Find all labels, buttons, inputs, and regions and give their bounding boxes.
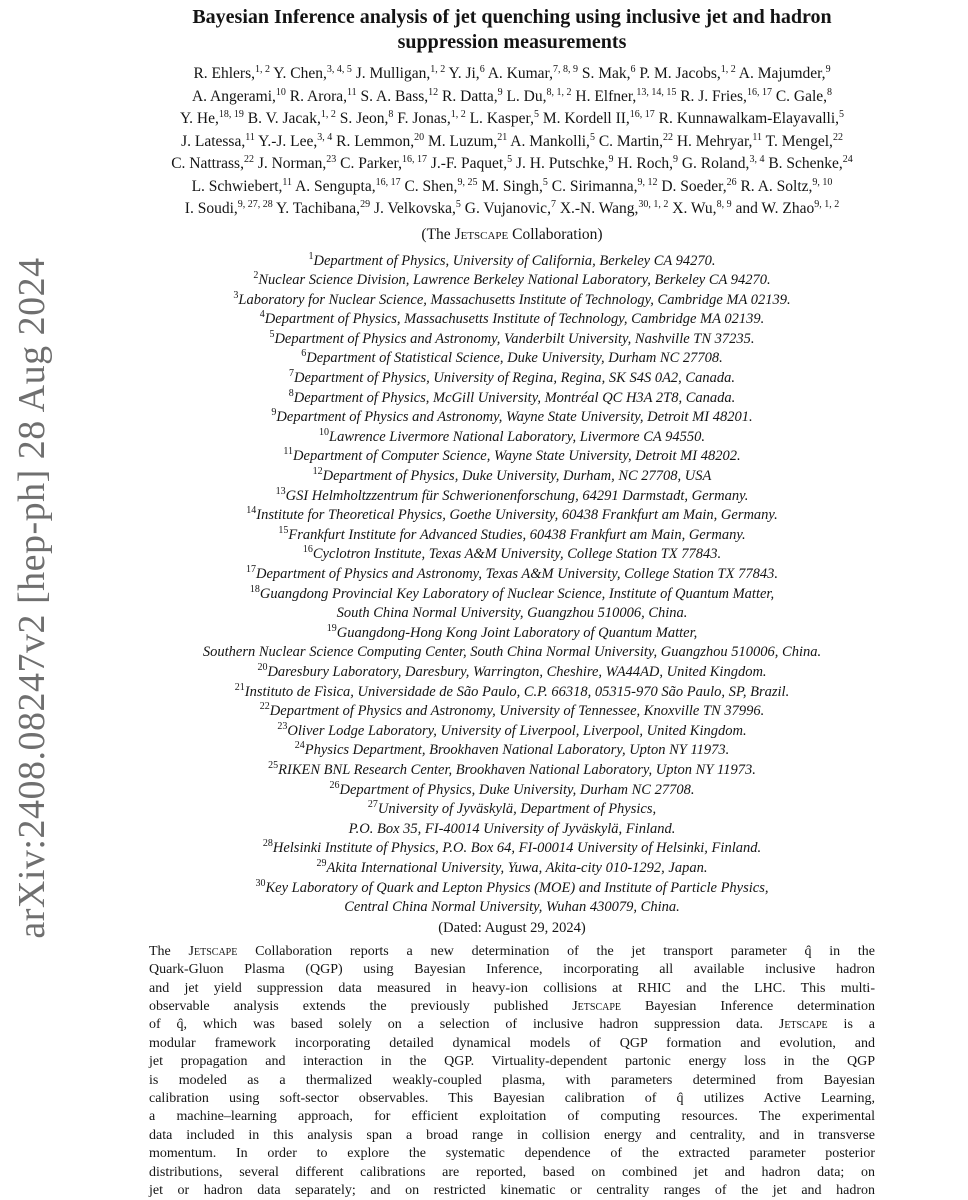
abstract-line: is modeled as a thermalized weakly-coupled plasma, with parameters determined from Bayesian	[149, 1072, 875, 1088]
affiliation-number-superscript: 11	[283, 446, 294, 458]
author-affiliation-superscript: 23	[326, 153, 337, 165]
affiliation-line: P.O. Box 35, FI-40014 University of Jyväskylä, Finland.	[348, 820, 676, 837]
affiliation-number-superscript: 2	[253, 270, 259, 282]
author-affiliation-superscript: 9, 1, 2	[814, 198, 840, 210]
affiliation-line: $^{10}$Lawrence Livermore National Laboratory, Livermore CA 94550.	[319, 427, 705, 445]
author-affiliation-superscript: 22	[832, 131, 843, 143]
author-affiliation-superscript: 3, 4	[749, 153, 765, 165]
abstract-line: a machine–learning approach, for efficient exploitation of computing resources. The experimental	[149, 1109, 875, 1125]
author-affiliation-superscript: 16, 17	[375, 176, 401, 188]
affiliation-line: $^{12}$Department of Physics, Duke University, Durham, NC 27708, USA	[312, 466, 712, 485]
title-line-2: suppression measurements	[397, 31, 627, 53]
author-affiliation-superscript: 22	[243, 153, 254, 165]
author-affiliation-superscript: 9	[497, 86, 503, 98]
affiliation-line: $^{30}$Key Laboratory of Quark and Lepton Physics (MOE) and Institute of Particle Physics,	[255, 877, 769, 896]
affiliation-number-superscript: 24	[294, 740, 305, 752]
author-affiliation-superscript: 22	[662, 131, 673, 143]
affiliation-line: $^{25}$RIKEN BNL Research Center, Brookhaven National Laboratory, Upton NY 11973.	[268, 760, 756, 778]
affiliation-line: $^{24}$Physics Department, Brookhaven National Laboratory, Upton NY 11973.	[294, 740, 730, 759]
affiliation-line: $^{17}$Department of Physics and Astronomy, Texas A&M University, College Station TX 77843.	[246, 564, 778, 582]
author-affiliation-superscript: 12	[428, 86, 439, 98]
affiliation-line: $^9$Department of Physics and Astronomy, Wayne State University, Detroit MI 48201.	[271, 407, 753, 426]
affiliation-number-superscript: 4	[259, 309, 265, 321]
abstract-line: and jet yield suppression data measured in heavy-ion collisions at RHIC and the LHC. This multi-	[149, 980, 875, 996]
affiliation-number-superscript: 12	[312, 466, 323, 478]
affiliation-line: $^{14}$Institute for Theoretical Physics, Goethe University, 60438 Frankfurt am Main, Germany.	[246, 505, 778, 524]
affiliation-line: $^6$Department of Statistical Science, Duke University, Durham NC 27708.	[301, 348, 723, 367]
affiliation-line: $^7$Department of Physics, University of Regina, Regina, SK S4S 0A2, Canada.	[289, 368, 735, 387]
smallcaps-jetscape: Jetscape	[454, 225, 509, 243]
author-affiliation-superscript: 10	[275, 86, 286, 98]
author-affiliation-superscript: 16, 17	[746, 86, 772, 98]
author-affiliation-superscript: 3, 4, 5	[326, 63, 352, 75]
affiliation-line: $^{23}$Oliver Lodge Laboratory, University of Liverpool, Liverpool, United Kingdom.	[277, 720, 747, 739]
author-affiliation-superscript: 24	[842, 153, 853, 165]
author-affiliation-superscript: 5	[533, 108, 539, 120]
author-affiliation-superscript: 9, 10	[812, 176, 833, 188]
author-affiliation-superscript: 1, 2	[320, 108, 336, 120]
author-affiliation-superscript: 7, 8, 9	[552, 63, 578, 75]
affiliation-line: $^{11}$Department of Computer Science, Wayne State University, Detroit MI 48202.	[283, 446, 741, 465]
affiliation-line: Central China Normal University, Wuhan 430079, China.	[344, 899, 680, 916]
author-affiliation-superscript: 30, 1, 2	[638, 198, 669, 210]
affiliation-number-superscript: 1	[308, 250, 314, 262]
author-affiliation-superscript: 9, 25	[457, 176, 478, 188]
affiliation-number-superscript: 5	[269, 329, 275, 341]
affiliation-line: $^5$Department of Physics and Astronomy, Vanderbilt University, Nashville TN 37235.	[269, 329, 755, 347]
author-line: J. Latessa,$^{11}$ Y.-J. Lee,$^{3, 4}$ R. Lemmon,$^{20}$ M. Luzum,$^{21}$ A. Mankolli,$^5$ C. Martin,$^{22}$ H. Mehryar,$^{11}$ T. Mengel,$^{22}$	[181, 131, 843, 150]
affiliation-number-superscript: 9	[271, 407, 277, 419]
abstract-line: Quark-Gluon Plasma (QGP) using Bayesian Inference, incorporating all available inclusive hadron	[149, 962, 875, 978]
affiliation-line: South China Normal University, Guangzhou 510006, China.	[336, 605, 688, 622]
author-line: A. Angerami,$^{10}$ R. Arora,$^{11}$ S. A. Bass,$^{12}$ R. Datta,$^9$ L. Du,$^{8, 1, 2}$ H. Elfner,$^{13, 14, 15}$ R. J. Fries,$^{16, 17}$ C. Gale,$^8$	[191, 86, 833, 105]
author-affiliation-superscript: 9, 27, 28	[237, 198, 273, 210]
author-affiliation-superscript: 6	[479, 63, 485, 75]
author-affiliation-superscript: 5	[542, 176, 548, 188]
affiliation-line: $^{21}$Instituto de Fìsica, Universidade de São Paulo, C.P. 66318, 05315-970 São Paulo, SP, Brazil.	[234, 681, 790, 700]
author-line: C. Nattrass,$^{22}$ J. Norman,$^{23}$ C. Parker,$^{16, 17}$ J.-F. Paquet,$^5$ J. H. Putschke,$^9$ H. Roch,$^9$ G. Roland,$^{3, 4}$ B. Schenke,$^{24}$	[171, 153, 853, 172]
affiliation-number-superscript: 21	[234, 681, 245, 693]
author-line: R. Ehlers,$^{1, 2}$ Y. Chen,$^{3, 4, 5}$ J. Mulligan,$^{1, 2}$ Y. Ji,$^6$ A. Kumar,$^{7, 8, 9}$ S. Mak,$^6$ P. M. Jacobs,$^{1, 2}$ A. Majumder,$^9$	[193, 63, 831, 82]
smallcaps-jetscape: Jetscape	[778, 1017, 828, 1033]
author-affiliation-superscript: 8, 1, 2	[546, 86, 572, 98]
affiliation-line: $^3$Laboratory for Nuclear Science, Massachusetts Institute of Technology, Cambridge MA 02139.	[233, 289, 791, 308]
affiliation-line: $^{20}$Daresbury Laboratory, Daresbury, Warrington, Cheshire, WA44AD, United Kingdom.	[257, 662, 767, 680]
author-affiliation-superscript: 9	[608, 153, 614, 165]
author-list	[64, 63, 960, 221]
author-affiliation-superscript: 11	[347, 86, 357, 98]
abstract-line: momentum. In order to explore the systematic dependence of the extracted parameter posterior	[149, 1146, 875, 1162]
title-line-1: Bayesian Inference analysis of jet quenching using inclusive jet and hadron	[192, 6, 832, 28]
author-line: I. Soudi,$^{9, 27, 28}$ Y. Tachibana,$^{29}$ J. Velkovska,$^5$ G. Vujanovic,$^7$ X.-N. Wang,$^{30, 1, 2}$ X. Wu,$^{8, 9}$ and W. Zhao$^{9, 1, 2}$	[184, 198, 840, 217]
author-affiliation-superscript: 9	[825, 63, 831, 75]
author-affiliation-superscript: 18, 19	[218, 108, 244, 120]
affiliation-list	[64, 252, 960, 918]
affiliation-line: $^{26}$Department of Physics, Duke University, Durham NC 27708.	[329, 779, 695, 798]
author-affiliation-superscript: 8	[388, 108, 394, 120]
dated-line: (Dated: August 29, 2024)	[438, 919, 586, 936]
smallcaps-jetscape: Jetscape	[188, 943, 238, 959]
affiliation-number-superscript: 15	[278, 524, 289, 536]
abstract	[149, 943, 875, 1200]
author-affiliation-superscript: 11	[245, 131, 255, 143]
author-affiliation-superscript: 3, 4	[317, 131, 333, 143]
author-affiliation-superscript: 13, 14, 15	[636, 86, 677, 98]
affiliation-line: $^{27}$University of Jyväskylä, Department of Physics,	[367, 799, 657, 818]
author-affiliation-superscript: 8	[827, 86, 833, 98]
author-affiliation-superscript: 11	[752, 131, 763, 143]
affiliation-number-superscript: 22	[259, 701, 270, 713]
affiliation-number-superscript: 25	[268, 760, 279, 772]
affiliation-line: $^8$Department of Physics, McGill University, Montréal QC H3A 2T8, Canada.	[288, 387, 736, 406]
affiliation-number-superscript: 19	[326, 622, 337, 634]
author-affiliation-superscript: 6	[630, 63, 636, 75]
affiliation-number-superscript: 14	[246, 505, 257, 517]
author-affiliation-superscript: 21	[497, 131, 508, 143]
affiliation-number-superscript: 26	[329, 779, 340, 791]
author-affiliation-superscript: 9	[672, 153, 678, 165]
affiliation-line: $^{28}$Helsinki Institute of Physics, P.O. Box 64, FI-00014 University of Helsinki, Finland.	[262, 838, 762, 857]
author-affiliation-superscript: 8, 9	[716, 198, 732, 210]
affiliation-number-superscript: 3	[233, 289, 239, 301]
author-affiliation-superscript: 5	[507, 153, 513, 165]
author-affiliation-superscript: 1, 2	[720, 63, 736, 75]
affiliation-number-superscript: 20	[257, 662, 268, 674]
affiliation-number-superscript: 27	[367, 799, 378, 811]
affiliation-line: Southern Nuclear Science Computing Center, South China Normal University, Guangzhou 510006, China.	[202, 644, 822, 661]
affiliation-line: $^{19}$Guangdong-Hong Kong Joint Laboratory of Quantum Matter,	[326, 622, 698, 641]
affiliation-line: $^{18}$Guangdong Provincial Key Laboratory of Nuclear Science, Institute of Quantum Matter,	[249, 583, 775, 602]
affiliation-line: $^{16}$Cyclotron Institute, Texas A&M University, College Station TX 77843.	[302, 544, 722, 563]
affiliation-number-superscript: 17	[246, 564, 256, 576]
abstract-line: The Jetscape Collaboration reports a new determination of the jet transport parameter q̂ in the	[149, 943, 875, 959]
affiliation-number-superscript: 29	[316, 858, 327, 870]
author-line: L. Schwiebert,$^{11}$ A. Sengupta,$^{16, 17}$ C. Shen,$^{9, 25}$ M. Singh,$^5$ C. Sirimanna,$^{9, 12}$ D. Soeder,$^{26}$ R. A. Soltz,$^{9, 10}$	[191, 176, 833, 195]
author-affiliation-superscript: 5	[589, 131, 595, 143]
author-affiliation-superscript: 9, 12	[637, 176, 658, 188]
abstract-line: modular framework incorporating detailed dynamical models of QGP formation and evolution, and	[149, 1035, 875, 1051]
affiliation-number-superscript: 16	[302, 544, 313, 556]
affiliation-number-superscript: 18	[249, 583, 260, 595]
abstract-line: observable analysis extends the previously published Jetscape Bayesian Inference determination	[149, 998, 875, 1014]
affiliation-number-superscript: 10	[319, 427, 330, 439]
author-affiliation-superscript: 7	[550, 198, 556, 210]
affiliation-number-superscript: 7	[289, 368, 294, 380]
author-affiliation-superscript: 5	[455, 198, 461, 210]
abstract-line: jet propagation and interaction in the QGP. Virtuality-dependent partonic energy loss in the QGP	[149, 1054, 875, 1070]
affiliation-line: $^4$Department of Physics, Massachusetts Institute of Technology, Cambridge MA 02139.	[259, 309, 765, 328]
arxiv-watermark: arXiv:2408.08247v2 [hep-ph] 28 Aug 2024	[11, 257, 53, 939]
affiliation-number-superscript: 28	[262, 838, 273, 850]
author-affiliation-superscript: 20	[414, 131, 425, 143]
author-affiliation-superscript: 1, 2	[430, 63, 446, 75]
affiliation-line: $^1$Department of Physics, University of California, Berkeley CA 94270.	[308, 250, 716, 269]
author-affiliation-superscript: 26	[726, 176, 737, 188]
affiliation-line: $^{15}$Frankfurt Institute for Advanced Studies, 60438 Frankfurt am Main, Germany.	[278, 524, 746, 543]
affiliation-number-superscript: 13	[275, 485, 286, 497]
paper-content	[64, 0, 960, 1200]
affiliation-line: $^{13}$GSI Helmholtzzentrum für Schwerionenforschung, 64291 Darmstadt, Germany.	[275, 485, 749, 504]
author-affiliation-superscript: 29	[360, 198, 371, 210]
abstract-line: distributions, several different calibrations are reported, based on combined jet and hadron data; on	[149, 1164, 875, 1180]
affiliation-number-superscript: 6	[301, 348, 307, 360]
affiliation-number-superscript: 23	[277, 720, 288, 732]
author-affiliation-superscript: 16, 17	[629, 108, 655, 120]
abstract-line: of q̂, which was based solely on a selection of inclusive hadron suppression data. Jetscape is a	[149, 1017, 875, 1033]
affiliation-number-superscript: 8	[288, 387, 294, 399]
paper-title	[64, 5, 960, 55]
smallcaps-jetscape: Jetscape	[572, 998, 622, 1014]
author-affiliation-superscript: 16, 17	[401, 153, 427, 165]
abstract-line: jet or hadron data separately; and on restricted kinematic or centrality ranges of the jet and hadron	[149, 1182, 875, 1198]
author-affiliation-superscript: 1, 2	[450, 108, 466, 120]
collaboration-line: (The Jetscape Collaboration)	[421, 225, 603, 243]
author-affiliation-superscript: 1, 2	[255, 63, 270, 75]
abstract-line: data included in this analysis span a broad range in collision energy and centrality, and in transverse	[149, 1127, 875, 1143]
affiliation-line: $^2$Nuclear Science Division, Lawrence Berkeley National Laboratory, Berkeley CA 94270.	[253, 270, 771, 289]
abstract-line: calibration using soft-sector observables. This Bayesian calibration of q̂ utilizes Active Learning,	[149, 1090, 875, 1106]
affiliation-number-superscript: 30	[255, 877, 266, 889]
affiliation-line: $^{22}$Department of Physics and Astronomy, University of Tennessee, Knoxville TN 37996.	[259, 701, 765, 720]
affiliation-line: $^{29}$Akita International University, Yuwa, Akita-city 010-1292, Japan.	[316, 858, 708, 876]
author-line: Y. He,$^{18, 19}$ B. V. Jacak,$^{1, 2}$ S. Jeon,$^8$ F. Jonas,$^{1, 2}$ L. Kasper,$^5$ M. Kordell II,$^{16, 17}$ R. Kunnawalkam-Elayavalli,$^5$	[179, 108, 845, 127]
author-affiliation-superscript: 5	[839, 108, 845, 120]
author-affiliation-superscript: 11	[282, 176, 293, 188]
